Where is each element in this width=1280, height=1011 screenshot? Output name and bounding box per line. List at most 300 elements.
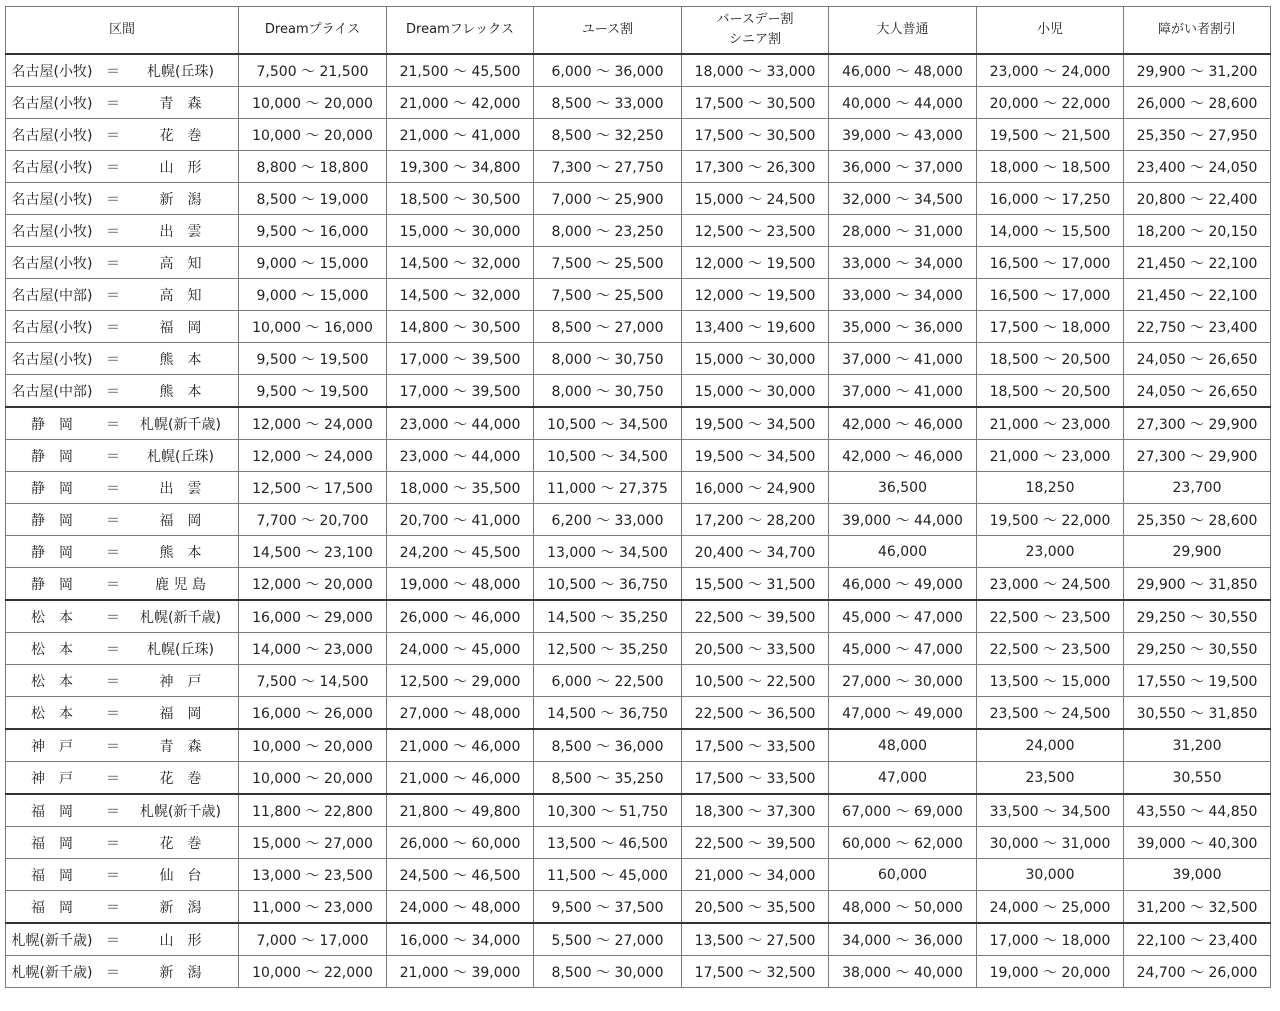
fare-cell-adult: 35,000 ～ 36,000: [829, 311, 977, 343]
route: [6, 215, 238, 246]
fare-cell-child: 20,000 ～ 22,000: [977, 87, 1124, 119]
fare-cell-dream-price: 7,500 ～ 21,500: [239, 54, 387, 87]
fare-cell-youth: 13,000 ～ 34,500: [534, 536, 682, 568]
fare-cell-dream-price: 7,700 ～ 20,700: [239, 504, 387, 536]
fare-cell-youth: 8,500 ～ 30,000: [534, 956, 682, 988]
route-eq: ＝: [106, 770, 120, 787]
fare-cell-birthday: 17,300 ～ 26,300: [682, 151, 829, 183]
fare-cell-adult: 28,000 ～ 31,000: [829, 215, 977, 247]
route: [6, 311, 238, 342]
route-to: 高 知: [159, 287, 202, 304]
route-eq: ＝: [106, 63, 120, 80]
fare-cell-youth: 10,500 ～ 34,500: [534, 407, 682, 440]
route-to: 仙 台: [159, 867, 202, 884]
route-to: 新 潟: [159, 191, 202, 208]
fare-cell-birthday: 17,500 ～ 33,500: [682, 762, 829, 795]
route-eq: ＝: [106, 223, 120, 240]
fare-cell-youth: 7,500 ～ 25,500: [534, 247, 682, 279]
route-from: 札幌(新千歳): [11, 964, 93, 981]
table-row: [6, 183, 1271, 215]
route-from: 名古屋(小牧): [11, 255, 93, 272]
fare-cell-adult: 33,000 ～ 34,000: [829, 247, 977, 279]
fare-cell-dream-price: 10,000 ～ 20,000: [239, 87, 387, 119]
fare-cell-birthday: 18,000 ～ 33,000: [682, 54, 829, 87]
fare-cell-child: 23,000 ～ 24,000: [977, 54, 1124, 87]
route-from: 名古屋(小牧): [11, 319, 93, 336]
route-eq: ＝: [106, 544, 120, 561]
col-header-senior: シニア割: [728, 32, 781, 47]
route: [6, 151, 238, 182]
route: [6, 472, 238, 503]
fare-cell-dream-price: 8,500 ～ 19,000: [239, 183, 387, 215]
col-header-route: 区間: [6, 7, 239, 55]
route-cell: [6, 375, 239, 408]
fare-cell-dream-flex: 27,000 ～ 48,000: [387, 697, 534, 730]
route-eq: ＝: [106, 738, 120, 755]
fare-cell-birthday: 13,400 ～ 19,600: [682, 311, 829, 343]
fare-cell-birthday: 12,500 ～ 23,500: [682, 215, 829, 247]
fare-cell-adult: 60,000: [829, 859, 977, 891]
route: [6, 924, 238, 955]
fare-cell-dream-price: 9,500 ～ 19,500: [239, 343, 387, 375]
fare-cell-disability: 29,250 ～ 30,550: [1124, 600, 1271, 633]
fare-cell-birthday: 15,000 ～ 24,500: [682, 183, 829, 215]
fare-cell-adult: 47,000: [829, 762, 977, 795]
table-row: [6, 600, 1271, 633]
route-cell: [6, 183, 239, 215]
fare-cell-birthday: 12,000 ～ 19,500: [682, 247, 829, 279]
route-cell: [6, 697, 239, 730]
route-from: 松 本: [31, 705, 73, 722]
fare-cell-adult: 67,000 ～ 69,000: [829, 794, 977, 827]
route: [6, 183, 238, 214]
fare-cell-disability: 29,900 ～ 31,200: [1124, 54, 1271, 87]
fare-cell-birthday: 10,500 ～ 22,500: [682, 665, 829, 697]
route-cell: [6, 119, 239, 151]
fare-cell-birthday: 15,000 ～ 30,000: [682, 343, 829, 375]
route-to: 札幌(新千歳): [140, 609, 221, 626]
route-cell: [6, 440, 239, 472]
fare-cell-child: 16,000 ～ 17,250: [977, 183, 1124, 215]
route: [6, 440, 238, 471]
fare-cell-adult: 46,000 ～ 49,000: [829, 568, 977, 601]
table-row: [6, 247, 1271, 279]
route-cell: [6, 54, 239, 87]
route-to: 花 巻: [159, 835, 202, 852]
fare-cell-dream-flex: 26,000 ～ 60,000: [387, 827, 534, 859]
route-eq: ＝: [106, 899, 120, 916]
table-row: [6, 343, 1271, 375]
route-to: 鹿 児 島: [155, 576, 206, 593]
route-from: 松 本: [31, 641, 73, 658]
fare-table: [5, 6, 1271, 988]
route-to: 熊 本: [159, 383, 202, 400]
fare-cell-disability: 27,300 ～ 29,900: [1124, 440, 1271, 472]
table-row: [6, 407, 1271, 440]
table-row: [6, 891, 1271, 924]
fare-cell-dream-flex: 14,800 ～ 30,500: [387, 311, 534, 343]
route-eq: ＝: [106, 448, 120, 465]
route: [6, 697, 238, 728]
fare-cell-disability: 21,450 ～ 22,100: [1124, 279, 1271, 311]
route-from: 静 岡: [31, 544, 73, 561]
fare-cell-dream-price: 12,000 ～ 24,000: [239, 407, 387, 440]
fare-cell-child: 24,000: [977, 729, 1124, 762]
fare-cell-dream-price: 9,500 ～ 19,500: [239, 375, 387, 408]
fare-cell-disability: 43,550 ～ 44,850: [1124, 794, 1271, 827]
fare-cell-dream-price: 10,000 ～ 22,000: [239, 956, 387, 988]
fare-cell-dream-flex: 14,500 ～ 32,000: [387, 279, 534, 311]
fare-cell-adult: 36,500: [829, 472, 977, 504]
fare-cell-youth: 14,500 ～ 35,250: [534, 600, 682, 633]
table-row: [6, 151, 1271, 183]
fare-cell-disability: 30,550: [1124, 762, 1271, 795]
fare-cell-dream-price: 16,000 ～ 26,000: [239, 697, 387, 730]
fare-cell-child: 30,000 ～ 31,000: [977, 827, 1124, 859]
route-to: 札幌(丘珠): [147, 641, 214, 658]
route-from: 名古屋(小牧): [11, 351, 93, 368]
route: [6, 891, 238, 922]
route: [6, 55, 238, 86]
route-to: 出 雲: [159, 480, 202, 497]
route-eq: ＝: [106, 835, 120, 852]
fare-cell-birthday: 19,500 ～ 34,500: [682, 440, 829, 472]
route-from: 松 本: [31, 673, 73, 690]
fare-cell-dream-flex: 19,300 ～ 34,800: [387, 151, 534, 183]
col-header-youth: ユース割: [534, 7, 682, 55]
route-from: 神 戸: [31, 738, 73, 755]
route-from: 神 戸: [31, 770, 73, 787]
fare-table-body: [6, 54, 1271, 988]
fare-cell-child: 18,250: [977, 472, 1124, 504]
table-row: [6, 279, 1271, 311]
fare-cell-disability: 29,250 ～ 30,550: [1124, 633, 1271, 665]
route: [6, 87, 238, 118]
route-cell: [6, 407, 239, 440]
fare-cell-dream-flex: 19,000 ～ 48,000: [387, 568, 534, 601]
fare-cell-disability: 39,000 ～ 40,300: [1124, 827, 1271, 859]
route-to: 札幌(新千歳): [140, 803, 221, 820]
route-to: 高 知: [159, 255, 202, 272]
fare-cell-child: 21,000 ～ 23,000: [977, 440, 1124, 472]
fare-cell-disability: 27,300 ～ 29,900: [1124, 407, 1271, 440]
fare-cell-youth: 8,500 ～ 32,250: [534, 119, 682, 151]
route-to: 福 岡: [159, 512, 202, 529]
route-eq: ＝: [106, 159, 120, 176]
fare-cell-disability: 39,000: [1124, 859, 1271, 891]
table-row: [6, 440, 1271, 472]
fare-cell-disability: 18,200 ～ 20,150: [1124, 215, 1271, 247]
fare-cell-dream-price: 11,800 ～ 22,800: [239, 794, 387, 827]
fare-cell-dream-flex: 17,000 ～ 39,500: [387, 375, 534, 408]
fare-cell-youth: 8,500 ～ 27,000: [534, 311, 682, 343]
route-cell: [6, 827, 239, 859]
route-cell: [6, 956, 239, 988]
route-cell: [6, 311, 239, 343]
route-eq: ＝: [106, 641, 120, 658]
fare-cell-dream-price: 13,000 ～ 23,500: [239, 859, 387, 891]
route-from: 静 岡: [31, 480, 73, 497]
fare-cell-adult: 33,000 ～ 34,000: [829, 279, 977, 311]
fare-cell-disability: 21,450 ～ 22,100: [1124, 247, 1271, 279]
fare-cell-adult: 60,000 ～ 62,000: [829, 827, 977, 859]
fare-cell-child: 33,500 ～ 34,500: [977, 794, 1124, 827]
route-to: 青 森: [159, 95, 202, 112]
fare-cell-dream-price: 16,000 ～ 29,000: [239, 600, 387, 633]
route-cell: [6, 568, 239, 601]
fare-cell-dream-flex: 18,000 ～ 35,500: [387, 472, 534, 504]
route-cell: [6, 859, 239, 891]
fare-cell-disability: 23,700: [1124, 472, 1271, 504]
fare-cell-disability: 31,200: [1124, 729, 1271, 762]
route-to: 熊 本: [159, 351, 202, 368]
fare-cell-child: 22,500 ～ 23,500: [977, 633, 1124, 665]
col-header-adult: 大人普通: [829, 7, 977, 55]
fare-cell-adult: 37,000 ～ 41,000: [829, 343, 977, 375]
fare-cell-youth: 11,500 ～ 45,000: [534, 859, 682, 891]
fare-cell-birthday: 19,500 ～ 34,500: [682, 407, 829, 440]
fare-cell-disability: 22,750 ～ 23,400: [1124, 311, 1271, 343]
fare-cell-child: 23,000: [977, 536, 1124, 568]
fare-cell-child: 23,500 ～ 24,500: [977, 697, 1124, 730]
fare-cell-disability: 23,400 ～ 24,050: [1124, 151, 1271, 183]
route-eq: ＝: [106, 351, 120, 368]
route-eq: ＝: [106, 383, 120, 400]
fare-cell-disability: 26,000 ～ 28,600: [1124, 87, 1271, 119]
route-from: 名古屋(小牧): [11, 95, 93, 112]
fare-cell-dream-flex: 15,000 ～ 30,000: [387, 215, 534, 247]
fare-cell-birthday: 20,400 ～ 34,700: [682, 536, 829, 568]
fare-cell-dream-price: 9,500 ～ 16,000: [239, 215, 387, 247]
table-row: [6, 87, 1271, 119]
route-to: 花 巻: [159, 127, 202, 144]
route: [6, 504, 238, 535]
route-eq: ＝: [106, 803, 120, 820]
route-cell: [6, 472, 239, 504]
fare-cell-disability: 20,800 ～ 22,400: [1124, 183, 1271, 215]
fare-cell-adult: 32,000 ～ 34,500: [829, 183, 977, 215]
fare-cell-youth: 8,000 ～ 30,750: [534, 375, 682, 408]
col-header-dream-flex: Dreamフレックス: [387, 7, 534, 55]
table-row: [6, 956, 1271, 988]
route-to: 新 潟: [159, 899, 202, 916]
route-eq: ＝: [106, 673, 120, 690]
route-from: 福 岡: [31, 899, 73, 916]
fare-cell-birthday: 17,500 ～ 30,500: [682, 119, 829, 151]
route-to: 福 岡: [159, 705, 202, 722]
table-row: [6, 665, 1271, 697]
fare-cell-adult: 46,000 ～ 48,000: [829, 54, 977, 87]
fare-cell-dream-price: 7,000 ～ 17,000: [239, 923, 387, 956]
route-from: 福 岡: [31, 803, 73, 820]
fare-cell-dream-flex: 18,500 ～ 30,500: [387, 183, 534, 215]
route-from: 名古屋(中部): [11, 287, 93, 304]
route-from: 名古屋(中部): [11, 383, 93, 400]
route-to: 神 戸: [159, 673, 202, 690]
col-header-disability: 障がい者割引: [1124, 7, 1271, 55]
table-row: [6, 568, 1271, 601]
fare-cell-birthday: 13,500 ～ 27,500: [682, 923, 829, 956]
route: [6, 568, 238, 599]
route-eq: ＝: [106, 191, 120, 208]
fare-cell-dream-flex: 23,000 ～ 44,000: [387, 407, 534, 440]
fare-cell-youth: 11,000 ～ 27,375: [534, 472, 682, 504]
route: [6, 665, 238, 696]
fare-cell-youth: 8,500 ～ 33,000: [534, 87, 682, 119]
route-from: 名古屋(小牧): [11, 127, 93, 144]
table-row: [6, 633, 1271, 665]
fare-cell-birthday: 15,000 ～ 30,000: [682, 375, 829, 408]
route-eq: ＝: [106, 319, 120, 336]
route-eq: ＝: [106, 127, 120, 144]
table-row: [6, 215, 1271, 247]
table-row: [6, 119, 1271, 151]
route-to: 熊 本: [159, 544, 202, 561]
route-eq: ＝: [106, 255, 120, 272]
route-from: 名古屋(小牧): [11, 159, 93, 176]
route-eq: ＝: [106, 576, 120, 593]
fare-cell-birthday: 15,500 ～ 31,500: [682, 568, 829, 601]
route: [6, 375, 238, 406]
route: [6, 536, 238, 567]
fare-cell-dream-flex: 14,500 ～ 32,000: [387, 247, 534, 279]
route-to: 出 雲: [159, 223, 202, 240]
fare-cell-dream-flex: 21,000 ～ 42,000: [387, 87, 534, 119]
fare-cell-youth: 10,500 ～ 34,500: [534, 440, 682, 472]
route-eq: ＝: [106, 287, 120, 304]
fare-cell-youth: 6,000 ～ 22,500: [534, 665, 682, 697]
route-cell: [6, 343, 239, 375]
route: [6, 343, 238, 374]
route: [6, 247, 238, 278]
route: [6, 408, 238, 439]
fare-cell-youth: 8,000 ～ 23,250: [534, 215, 682, 247]
table-row: [6, 54, 1271, 87]
route: [6, 859, 238, 890]
route-from: 静 岡: [31, 416, 73, 433]
fare-cell-adult: 46,000: [829, 536, 977, 568]
fare-cell-youth: 8,000 ～ 30,750: [534, 343, 682, 375]
fare-cell-disability: 29,900 ～ 31,850: [1124, 568, 1271, 601]
fare-cell-adult: 42,000 ～ 46,000: [829, 440, 977, 472]
fare-cell-adult: 36,000 ～ 37,000: [829, 151, 977, 183]
col-header-birthday: バースデー割: [716, 12, 794, 27]
col-header-child: 小児: [977, 7, 1124, 55]
route-cell: [6, 600, 239, 633]
table-row: [6, 859, 1271, 891]
fare-cell-adult: 27,000 ～ 30,000: [829, 665, 977, 697]
route-cell: [6, 794, 239, 827]
fare-cell-adult: 42,000 ～ 46,000: [829, 407, 977, 440]
table-row: [6, 762, 1271, 795]
table-row: [6, 794, 1271, 827]
fare-cell-child: 18,000 ～ 18,500: [977, 151, 1124, 183]
fare-cell-dream-flex: 24,000 ～ 48,000: [387, 891, 534, 924]
fare-cell-birthday: 22,500 ～ 39,500: [682, 600, 829, 633]
fare-cell-adult: 48,000: [829, 729, 977, 762]
table-row: [6, 697, 1271, 730]
route: [6, 795, 238, 826]
route-from: 静 岡: [31, 576, 73, 593]
route-eq: ＝: [106, 964, 120, 981]
fare-cell-disability: 25,350 ～ 27,950: [1124, 119, 1271, 151]
route: [6, 601, 238, 632]
fare-cell-child: 18,500 ～ 20,500: [977, 343, 1124, 375]
fare-cell-adult: 39,000 ～ 43,000: [829, 119, 977, 151]
route: [6, 730, 238, 761]
fare-cell-child: 22,500 ～ 23,500: [977, 600, 1124, 633]
fare-cell-dream-flex: 23,000 ～ 44,000: [387, 440, 534, 472]
route-to: 花 巻: [159, 770, 202, 787]
fare-cell-child: 19,500 ～ 22,000: [977, 504, 1124, 536]
route-eq: ＝: [106, 512, 120, 529]
fare-cell-dream-price: 8,800 ～ 18,800: [239, 151, 387, 183]
fare-cell-birthday: 21,000 ～ 34,000: [682, 859, 829, 891]
table-row: [6, 827, 1271, 859]
route: [6, 956, 238, 987]
fare-cell-youth: 6,200 ～ 33,000: [534, 504, 682, 536]
fare-cell-dream-flex: 26,000 ～ 46,000: [387, 600, 534, 633]
fare-cell-child: 23,000 ～ 24,500: [977, 568, 1124, 601]
fare-cell-birthday: 17,500 ～ 30,500: [682, 87, 829, 119]
fare-cell-youth: 8,500 ～ 36,000: [534, 729, 682, 762]
fare-cell-dream-price: 12,500 ～ 17,500: [239, 472, 387, 504]
fare-cell-dream-flex: 21,000 ～ 46,000: [387, 729, 534, 762]
header-row: [6, 7, 1271, 55]
fare-cell-child: 18,500 ～ 20,500: [977, 375, 1124, 408]
route-eq: ＝: [106, 932, 120, 949]
fare-cell-child: 16,500 ～ 17,000: [977, 247, 1124, 279]
fare-cell-child: 16,500 ～ 17,000: [977, 279, 1124, 311]
fare-cell-birthday: 12,000 ～ 19,500: [682, 279, 829, 311]
fare-cell-child: 13,500 ～ 15,000: [977, 665, 1124, 697]
route-to: 札幌(丘珠): [147, 63, 214, 80]
fare-cell-dream-price: 14,500 ～ 23,100: [239, 536, 387, 568]
route-eq: ＝: [106, 867, 120, 884]
route-cell: [6, 665, 239, 697]
fare-cell-disability: 25,350 ～ 28,600: [1124, 504, 1271, 536]
fare-cell-dream-flex: 21,500 ～ 45,500: [387, 54, 534, 87]
route-eq: ＝: [106, 416, 120, 433]
fare-cell-adult: 34,000 ～ 36,000: [829, 923, 977, 956]
route-cell: [6, 215, 239, 247]
fare-cell-adult: 45,000 ～ 47,000: [829, 633, 977, 665]
route-cell: [6, 891, 239, 924]
fare-cell-child: 14,000 ～ 15,500: [977, 215, 1124, 247]
fare-cell-adult: 37,000 ～ 41,000: [829, 375, 977, 408]
fare-cell-youth: 7,300 ～ 27,750: [534, 151, 682, 183]
fare-cell-child: 24,000 ～ 25,000: [977, 891, 1124, 924]
fare-cell-child: 17,500 ～ 18,000: [977, 311, 1124, 343]
fare-cell-dream-price: 12,000 ～ 24,000: [239, 440, 387, 472]
fare-cell-dream-flex: 21,000 ～ 41,000: [387, 119, 534, 151]
fare-cell-youth: 14,500 ～ 36,750: [534, 697, 682, 730]
fare-cell-child: 21,000 ～ 23,000: [977, 407, 1124, 440]
fare-cell-dream-price: 11,000 ～ 23,000: [239, 891, 387, 924]
route-cell: [6, 151, 239, 183]
table-row: [6, 472, 1271, 504]
table-row: [6, 504, 1271, 536]
fare-cell-youth: 10,500 ～ 36,750: [534, 568, 682, 601]
route-cell: [6, 536, 239, 568]
fare-cell-youth: 13,500 ～ 46,500: [534, 827, 682, 859]
table-row: [6, 923, 1271, 956]
route-from: 松 本: [31, 609, 73, 626]
route-cell: [6, 923, 239, 956]
fare-cell-birthday: 20,500 ～ 33,500: [682, 633, 829, 665]
table-row: [6, 311, 1271, 343]
route-to: 山 形: [159, 932, 202, 949]
